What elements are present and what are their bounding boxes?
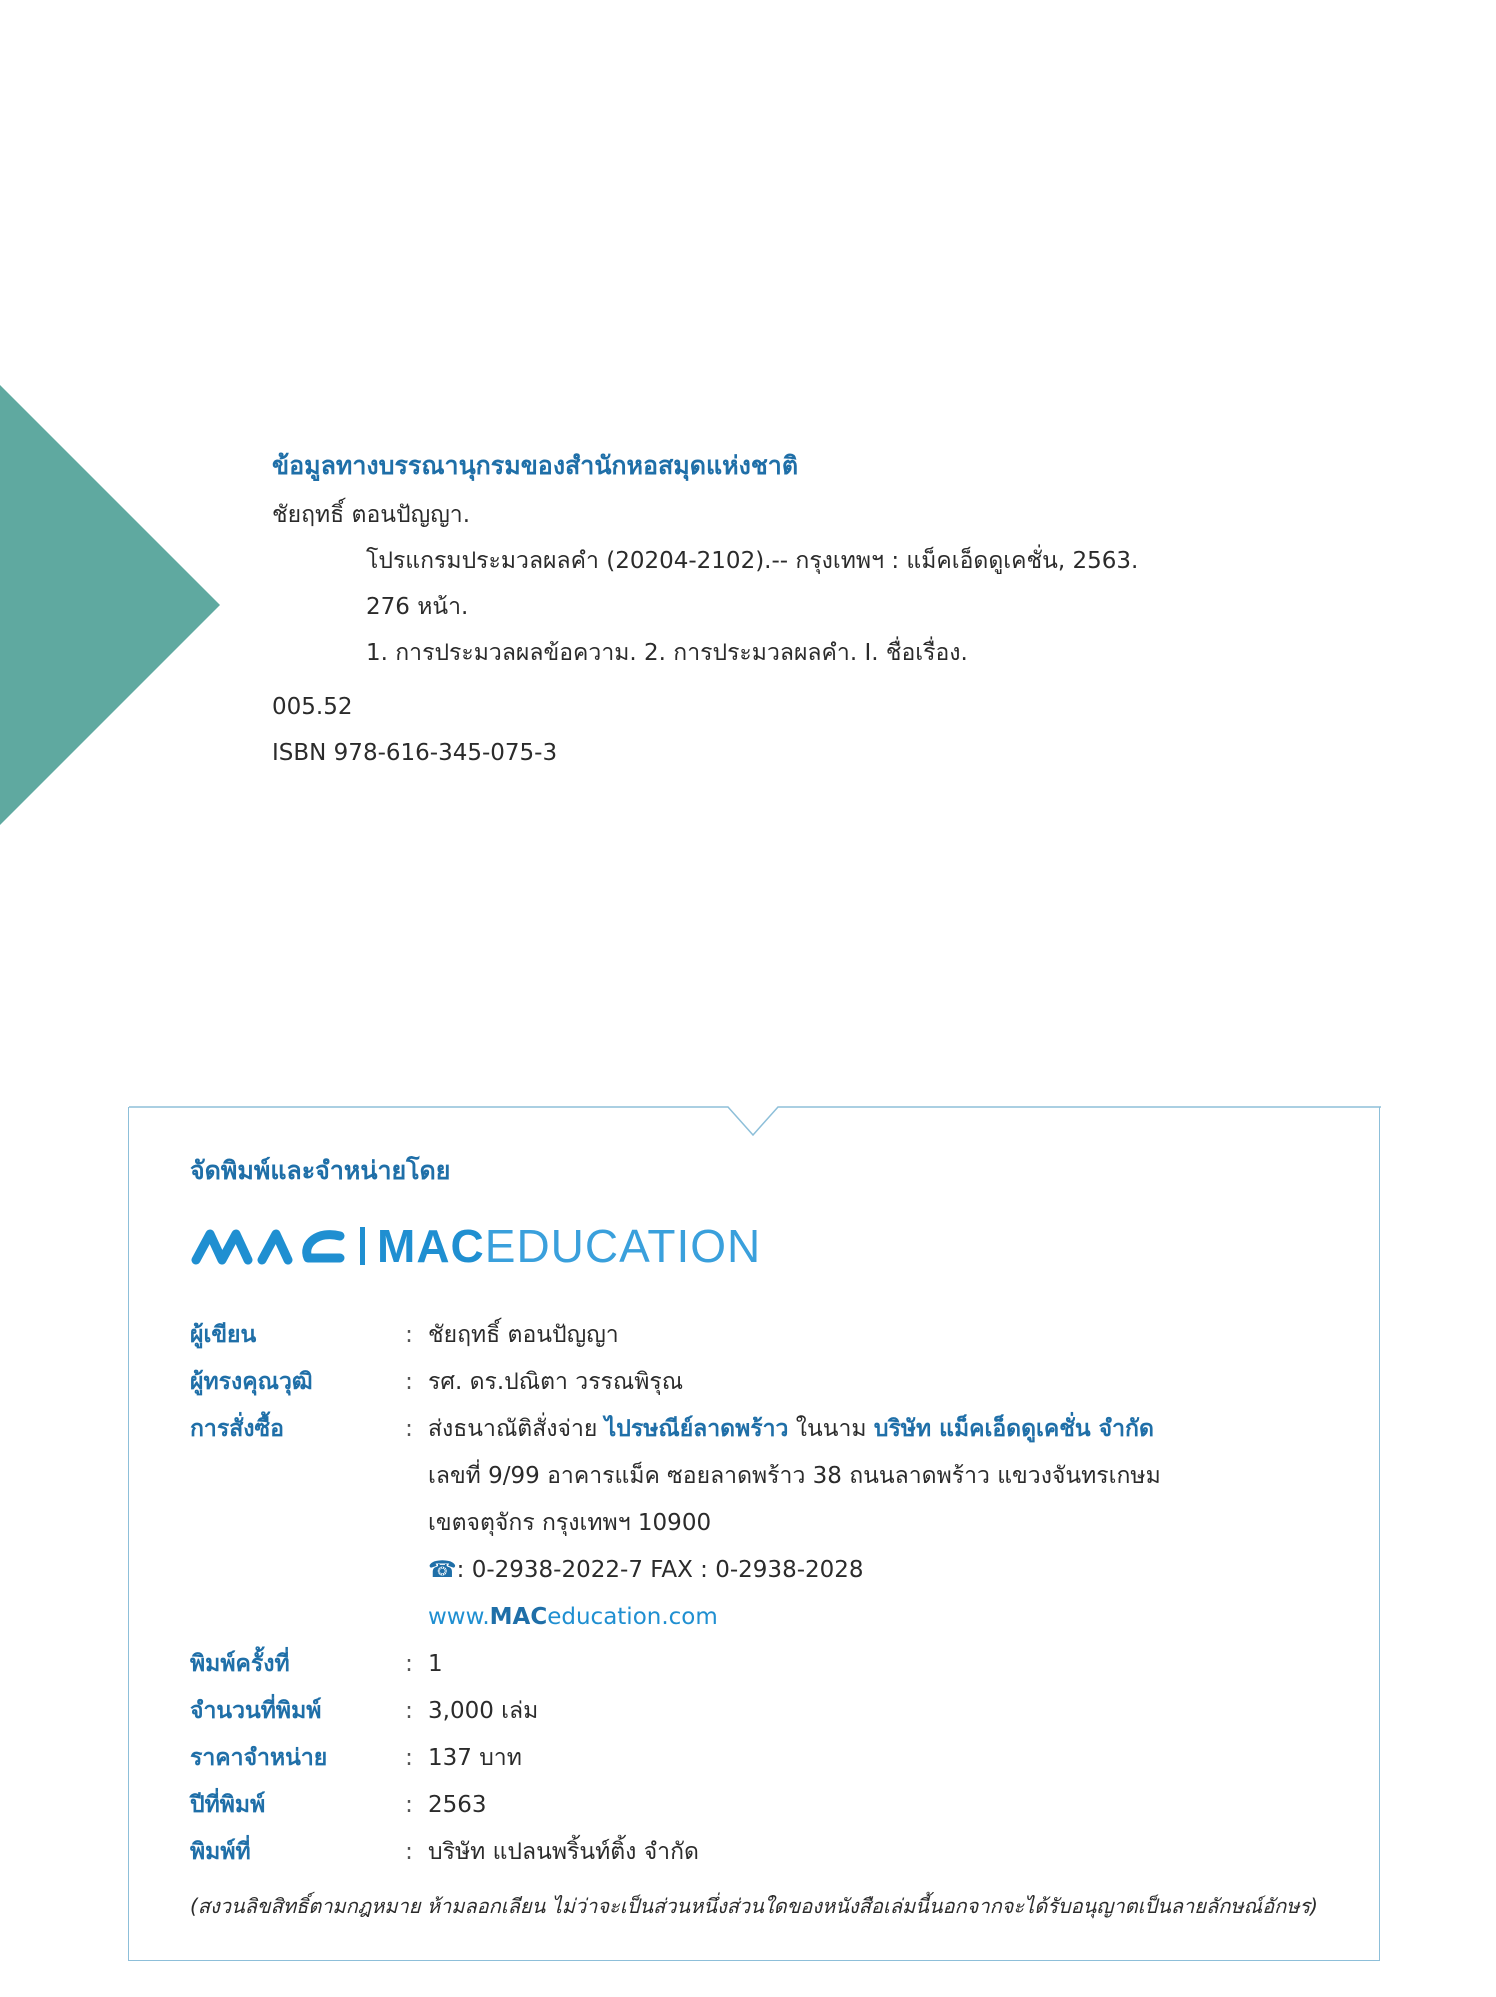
- year-label: ปีที่พิมพ์: [190, 1792, 266, 1818]
- cip-classification: 005.52: [272, 694, 353, 720]
- edition-label: พิมพ์ครั้งที่: [190, 1651, 290, 1677]
- order-prefix: ส่งธนาณัติสั่งจ่าย: [428, 1416, 605, 1442]
- mac-education-logo: [190, 1218, 761, 1274]
- edition-value: 1: [428, 1651, 443, 1677]
- colon: :: [405, 1322, 413, 1348]
- brand-mac-text: MAC: [377, 1220, 485, 1272]
- copyright-notice: (สงวนลิขสิทธิ์ตามกฎหมาย ห้ามลอกเลียน ไม่ว่าจะเป็นส่วนหนึ่งส่วนใดของหนังสือเล่มนี้นอกจากจะได้รับอนุญาตเป็นลายลักษณ์อักษร): [190, 1894, 1318, 1918]
- author-label: ผู้เขียน: [190, 1322, 257, 1348]
- colon: :: [405, 1698, 413, 1724]
- price-label: ราคาจำหน่าย: [190, 1745, 328, 1771]
- info-row-copies: [190, 1688, 1340, 1735]
- copies-label: จำนวนที่พิมพ์: [190, 1698, 322, 1724]
- cip-pages: 276 หน้า.: [366, 594, 469, 620]
- printer-value: บริษัท แปลนพริ้นท์ติ้ง จำกัด: [428, 1839, 699, 1865]
- info-row-edition: [190, 1641, 1340, 1688]
- info-row-expert: [190, 1359, 1340, 1406]
- colon: :: [405, 1792, 413, 1818]
- publisher-heading: จัดพิมพ์และจำหน่ายโดย: [190, 1156, 451, 1185]
- price-value: 137 บาท: [428, 1745, 522, 1771]
- website-prefix: www.: [428, 1604, 490, 1630]
- info-row-price: [190, 1735, 1340, 1782]
- info-row-order: [190, 1406, 1340, 1453]
- address-line-2: เขตจตุจักร กรุงเทพฯ 10900: [428, 1510, 712, 1536]
- cip-isbn: ISBN 978-616-345-075-3: [272, 740, 558, 766]
- phone-fax-text: : 0-2938-2022-7 FAX : 0-2938-2028: [456, 1557, 864, 1583]
- logo-divider-bar: [360, 1227, 365, 1265]
- expert-value: รศ. ดร.ปณิตา วรรณพิรุณ: [428, 1369, 684, 1395]
- website-mac: MAC: [489, 1604, 548, 1630]
- contact-line: [190, 1547, 1340, 1594]
- order-company: บริษัท แม็คเอ็ดดูเคชั่น จำกัด: [873, 1416, 1154, 1442]
- mac-logo-mark-icon: [190, 1226, 350, 1266]
- cip-book-title: โปรแกรมประมวลผลคำ (20204-2102).-- กรุงเทพฯ : แม็คเอ็ดดูเคชั่น, 2563.: [366, 548, 1139, 574]
- cip-title: ข้อมูลทางบรรณานุกรมของสำนักหอสมุดแห่งชาติ: [272, 451, 799, 480]
- colon: :: [405, 1416, 413, 1442]
- printer-label: พิมพ์ที่: [190, 1839, 251, 1865]
- colon: :: [405, 1745, 413, 1771]
- info-row-year: [190, 1782, 1340, 1829]
- publisher-info-table: [190, 1312, 1340, 1876]
- website-link[interactable]: [190, 1594, 1340, 1641]
- cip-block: [272, 448, 1272, 782]
- cip-subjects: 1. การประมวลผลข้อความ. 2. การประมวลผลคำ. I. ชื่อเรื่อง.: [366, 640, 968, 666]
- info-row-printer: [190, 1829, 1340, 1876]
- cip-author: ชัยฤทธิ์ ตอนปัญญา.: [272, 502, 471, 528]
- expert-label: ผู้ทรงคุณวุฒิ: [190, 1369, 313, 1395]
- order-post-office: ไปรษณีย์ลาดพร้าว: [604, 1416, 789, 1442]
- year-value: 2563: [428, 1792, 487, 1818]
- colon: :: [405, 1651, 413, 1677]
- author-value: ชัยฤทธิ์ ตอนปัญญา: [428, 1322, 619, 1348]
- colon: :: [405, 1369, 413, 1395]
- decorative-triangle: [0, 385, 220, 825]
- phone-icon: ☎: [428, 1557, 457, 1583]
- address-line-1: เลขที่ 9/99 อาคารแม็ค ซอยลาดพร้าว 38 ถนนลาดพร้าว แขวงจันทรเกษม: [428, 1463, 1161, 1489]
- website-suffix: education.com: [547, 1604, 718, 1630]
- colon: :: [405, 1839, 413, 1865]
- copies-value: 3,000 เล่ม: [428, 1698, 539, 1724]
- order-label: การสั่งซื้อ: [190, 1416, 284, 1442]
- order-in-name: ในนาม: [788, 1416, 874, 1442]
- order-value: [428, 1406, 1340, 1453]
- publisher-box-top-notch: [128, 1105, 1382, 1141]
- brand-education-text: EDUCATION: [484, 1220, 762, 1272]
- info-row-author: [190, 1312, 1340, 1359]
